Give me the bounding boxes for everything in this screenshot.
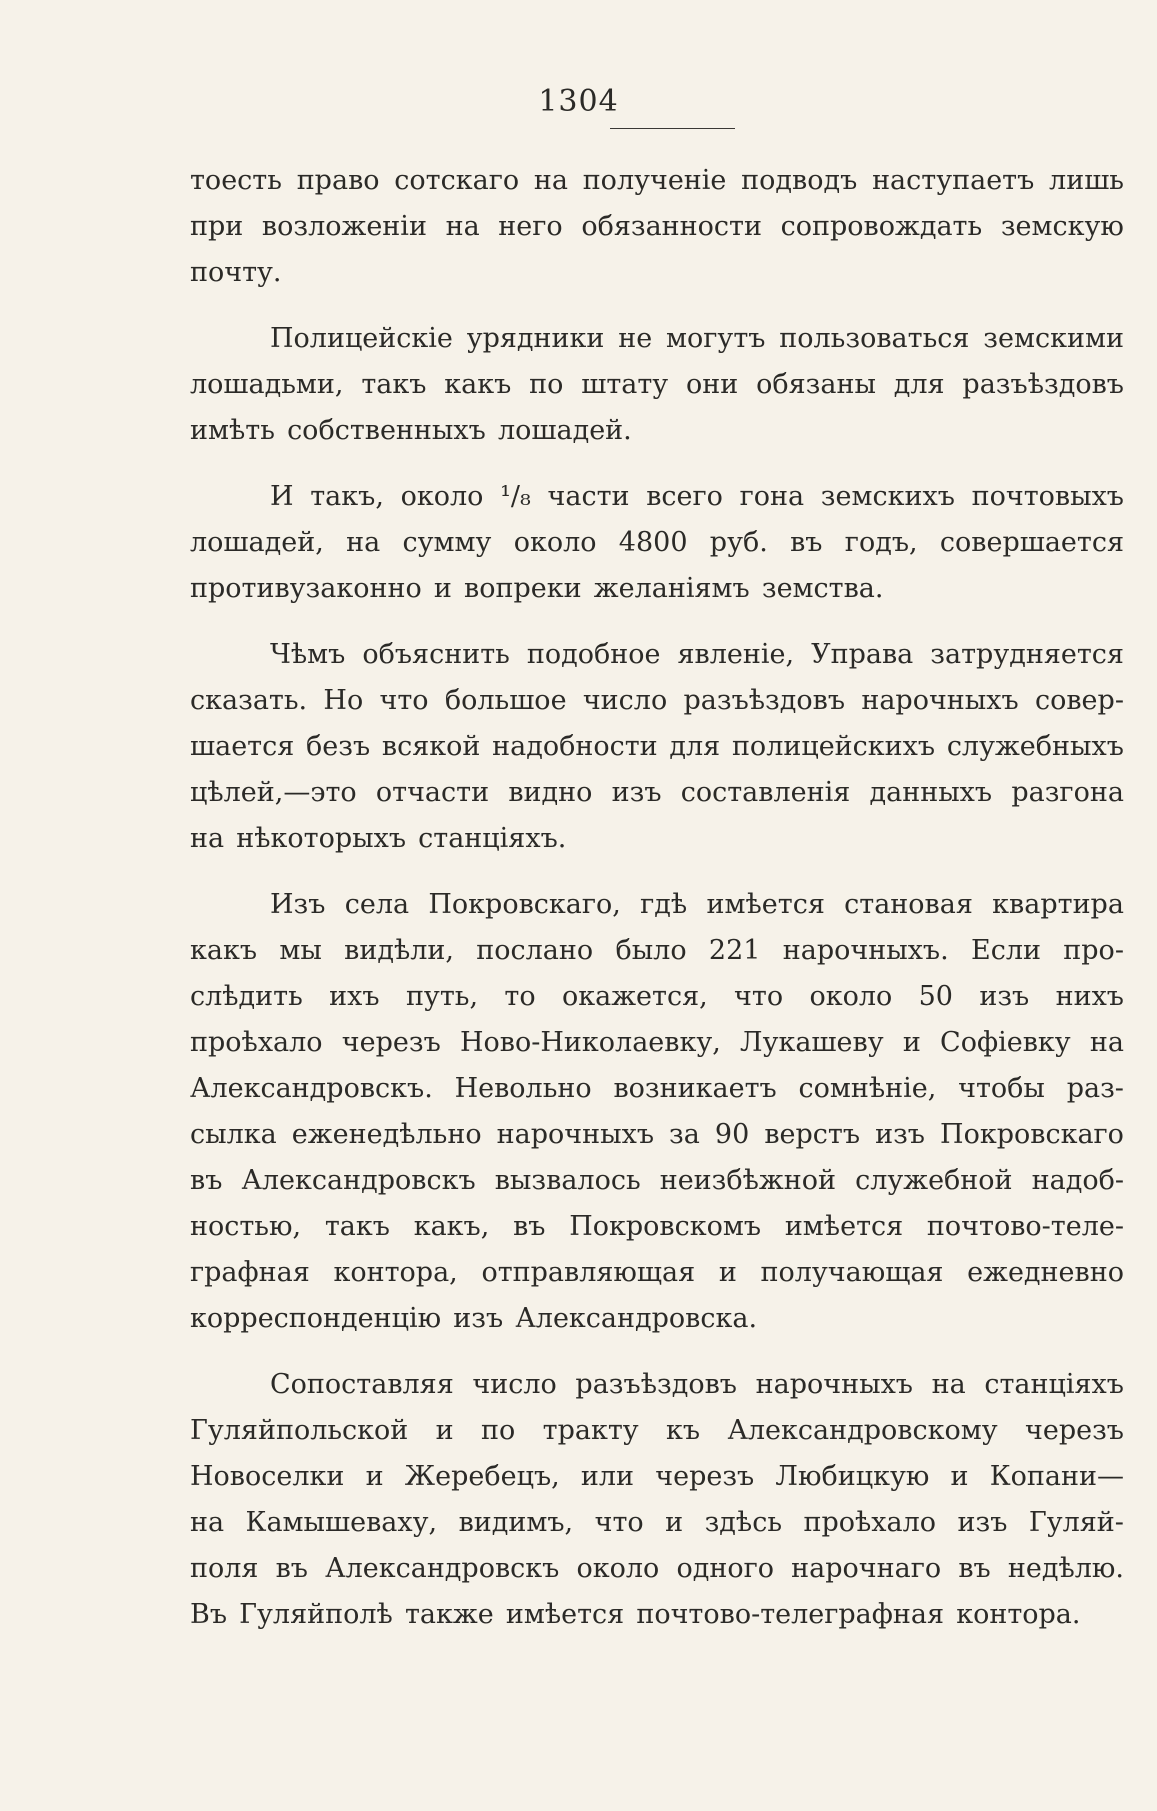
text-line: слѣдить ихъ путь, то окажется, что около 50 изъ нихъ — [190, 981, 1124, 1012]
text-line: Александровскъ. Невольно возникаетъ сомнѣніе, чтобы раз- — [190, 1073, 1124, 1104]
paragraph — [190, 882, 1124, 1342]
text-line: сылка еженедѣльно нарочныхъ за 90 верстъ изъ Покровскаго — [190, 1119, 1124, 1150]
text-line: Новоселки и Жеребецъ, или черезъ Любицкую и Копани— — [190, 1461, 1124, 1492]
page-number-rule — [610, 128, 735, 129]
paragraph — [190, 632, 1124, 862]
text-line: лошадьми, такъ какъ по штату они обязаны для разъѣздовъ — [190, 369, 1124, 400]
text-line: поля въ Александровскъ около одного нарочнаго въ недѣлю. — [190, 1553, 1124, 1584]
text-line: проѣхало черезъ Ново-Николаевку, Лукашеву и Софіевку на — [190, 1027, 1124, 1058]
text-line: тоесть право сотскаго на полученіе подводъ наступаетъ лишь — [190, 165, 1124, 196]
paragraph — [190, 316, 1124, 454]
text-line: Сопоставляя число разъѣздовъ нарочныхъ на станціяхъ — [270, 1369, 1124, 1400]
paragraph — [190, 1362, 1124, 1638]
text-line: имѣть собственныхъ лошадей. — [190, 415, 632, 446]
text-line: цѣлей,—это отчасти видно изъ составленія данныхъ разгона — [190, 777, 1124, 808]
page-number: 1304 — [538, 84, 619, 119]
paragraph — [190, 158, 1124, 296]
text-line: на нѣкоторыхъ станціяхъ. — [190, 823, 567, 854]
text-line: при возложеніи на него обязанности сопровождать земскую — [190, 211, 1124, 242]
text-line: графная контора, отправляющая и получающая ежедневно — [190, 1257, 1124, 1288]
text-line: какъ мы видѣли, послано было 221 нарочныхъ. Если про- — [190, 935, 1124, 966]
text-line: Гуляйпольской и по тракту къ Александровскому черезъ — [190, 1415, 1124, 1446]
text-line: И такъ, около ¹/₈ части всего гона земскихъ почтовыхъ — [270, 481, 1124, 512]
body-text — [190, 158, 1124, 1658]
text-line: корреспонденцію изъ Александровска. — [190, 1303, 758, 1334]
paragraph — [190, 474, 1124, 612]
text-line: сказать. Но что большое число разъѣздовъ нарочныхъ совер- — [190, 685, 1124, 716]
text-line: противузаконно и вопреки желаніямъ земства. — [190, 573, 884, 604]
text-line: Полицейскіе урядники не могутъ пользоваться земскими — [270, 323, 1124, 354]
text-line: Чѣмъ объяснить подобное явленіе, Управа затрудняется — [270, 639, 1124, 670]
text-line: лошадей, на сумму около 4800 руб. въ годъ, совершается — [190, 527, 1124, 558]
text-line: почту. — [190, 257, 282, 288]
text-line: ностью, такъ какъ, въ Покровскомъ имѣется почтово-теле- — [190, 1211, 1124, 1242]
text-line: на Камышеваху, видимъ, что и здѣсь проѣхало изъ Гуляй- — [190, 1507, 1124, 1538]
text-line: Изъ села Покровскаго, гдѣ имѣется становая квартира — [270, 889, 1124, 920]
text-line: шается безъ всякой надобности для полицейскихъ служебныхъ — [190, 731, 1124, 762]
text-line: Въ Гуляйполѣ также имѣется почтово-телеграфная контора. — [190, 1599, 1081, 1630]
text-line: въ Александровскъ вызвалось неизбѣжной служебной надоб- — [190, 1165, 1124, 1196]
